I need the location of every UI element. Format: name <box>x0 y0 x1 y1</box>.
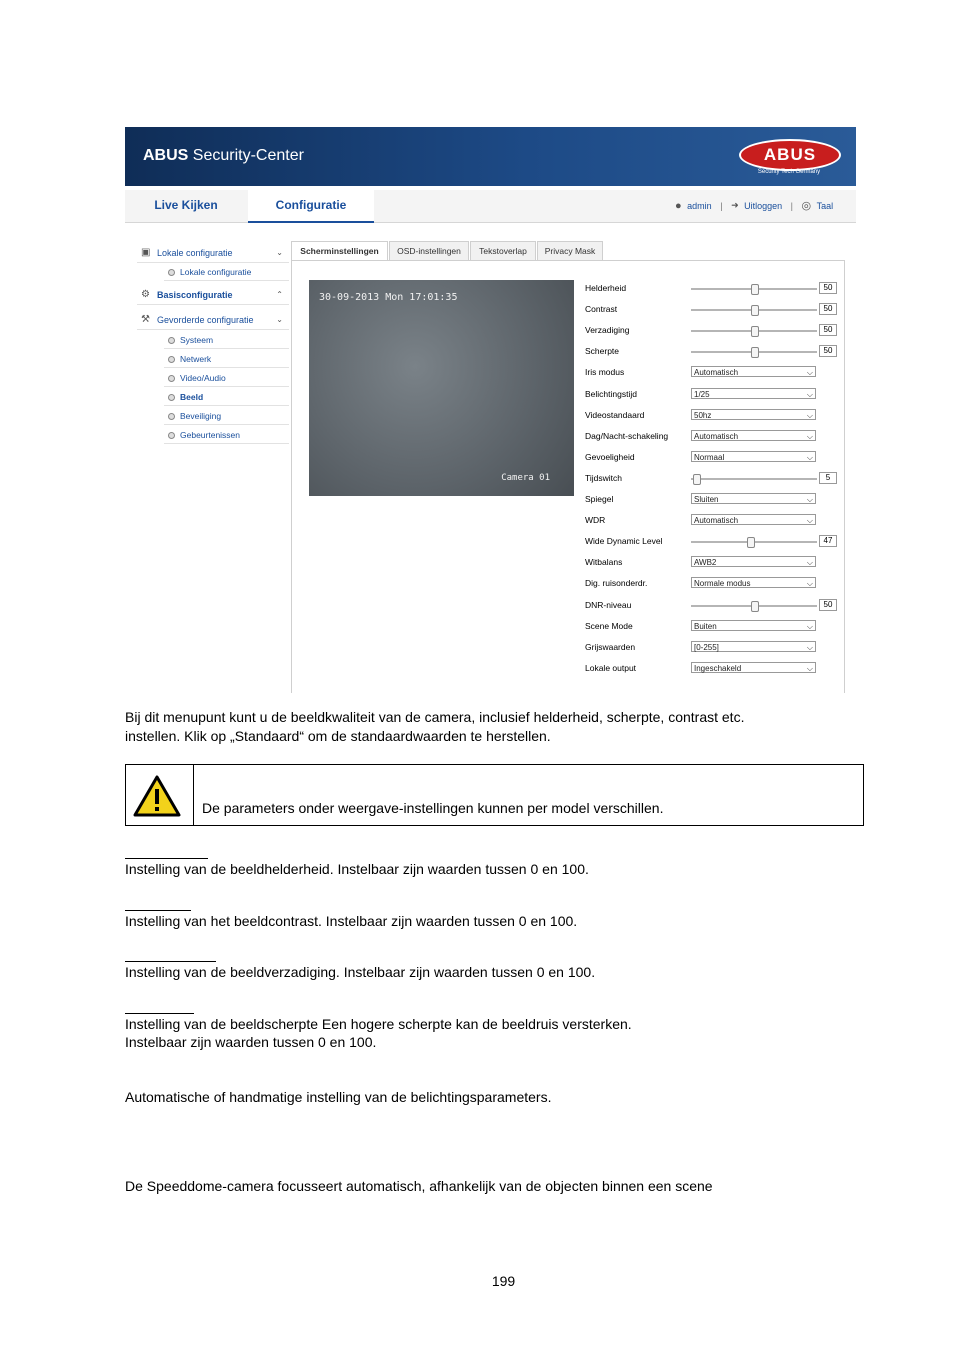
select-scene-mode[interactable] <box>691 620 816 631</box>
chevron-down-icon: ⌵ <box>806 664 813 673</box>
username[interactable]: admin <box>687 200 712 211</box>
sharpness-description-2: Instelbaar zijn waarden tussen 0 en 100. <box>125 1034 377 1050</box>
value-field-contrast[interactable]: 50 <box>819 303 837 315</box>
select-iris-modus[interactable] <box>691 366 816 377</box>
monitor-icon: ▣ <box>141 247 151 258</box>
sidebar-item-label: Gebeurtenissen <box>180 430 241 440</box>
select-value: Ingeschakeld <box>694 664 742 673</box>
contrast-description: Instelling van het beeldcontrast. Instelbaar zijn waarden tussen 0 en 100. <box>125 913 578 929</box>
sidebar-item-lokale-configuratie[interactable] <box>164 263 289 281</box>
logout-icon: ➜ <box>731 200 739 210</box>
tab-configuratie[interactable]: Configuratie <box>248 190 374 223</box>
chevron-down-icon: ⌵ <box>806 643 813 652</box>
separator: | <box>790 200 794 211</box>
tab-scherminstellingen[interactable]: Scherminstellingen <box>291 241 388 261</box>
setting-label-gevoeligheid: Gevoeligheid <box>585 452 635 462</box>
setting-label-belichtingstijd: Belichtingstijd <box>585 389 637 399</box>
app-title: ABUS Security-Center <box>143 147 304 164</box>
value-field-verzadiging[interactable]: 50 <box>819 324 837 336</box>
sidebar-item-label: Video/Audio <box>180 373 226 383</box>
heading-underline <box>125 858 208 859</box>
sidebar-section-basic[interactable] <box>137 285 289 305</box>
abus-logo <box>739 139 839 175</box>
select-spiegel[interactable] <box>691 493 816 504</box>
setting-label-grijswaarden: Grijswaarden <box>585 642 636 652</box>
bullet-icon <box>168 337 175 344</box>
sidebar-item-label: Beeld <box>180 392 204 402</box>
globe-icon: ◎ <box>801 200 812 212</box>
bullet-icon <box>168 394 175 401</box>
video-preview <box>309 280 574 496</box>
bullet-icon <box>168 269 175 276</box>
sidebar-item-label: Netwerk <box>180 354 212 364</box>
select-witbalans[interactable] <box>691 556 816 567</box>
bullet-icon <box>168 432 175 439</box>
setting-label-wide-dynamic-level: Wide Dynamic Level <box>585 536 663 546</box>
chevron-down-icon: ⌄ <box>276 248 283 257</box>
setting-label-iris-modus: Iris modus <box>585 367 625 377</box>
navbar <box>125 190 856 223</box>
heading-underline <box>125 910 191 911</box>
slider-tijdswitch[interactable] <box>691 478 817 480</box>
separator: | <box>720 200 723 211</box>
select-grijswaarden[interactable] <box>691 641 816 652</box>
value-field-helderheid[interactable]: 50 <box>819 282 837 294</box>
setting-label-videostandaard: Videostandaard <box>585 410 645 420</box>
page-number: 199 <box>491 1273 516 1289</box>
setting-label-witbalans: Witbalans <box>585 557 623 567</box>
select-lokale-output[interactable] <box>691 662 816 673</box>
language-link[interactable]: Taal <box>816 200 834 211</box>
chevron-down-icon: ⌵ <box>806 516 813 525</box>
tab-tekstoverlap[interactable]: Tekstoverlap <box>470 241 536 261</box>
warning-text: De parameters onder weergave-instellingen kunnen per model verschillen. <box>202 800 664 816</box>
user-area <box>675 199 833 212</box>
select-value: Normaal <box>694 453 725 462</box>
bullet-icon <box>168 413 175 420</box>
chevron-down-icon: ⌄ <box>276 315 283 324</box>
value-field-dnr-niveau[interactable]: 50 <box>819 599 837 611</box>
chevron-down-icon: ⌵ <box>806 411 813 420</box>
tab-osd-instellingen[interactable]: OSD-instellingen <box>389 241 469 261</box>
sidebar-item-beveiliging[interactable] <box>164 407 289 425</box>
slider-handle-wide-dynamic-level[interactable] <box>747 537 755 548</box>
chevron-down-icon: ⌵ <box>806 622 813 631</box>
slider-handle-tijdswitch[interactable] <box>693 474 701 485</box>
logout-link[interactable]: Uitloggen <box>744 200 783 211</box>
select-dig-ruisonderdr[interactable] <box>691 577 816 588</box>
chevron-down-icon: ⌵ <box>806 453 813 462</box>
saturation-description: Instelling van de beeldverzadiging. Instelbaar zijn waarden tussen 0 en 100. <box>125 964 596 980</box>
value-field-scherpte[interactable]: 50 <box>819 345 837 357</box>
bullet-icon <box>168 375 175 382</box>
chevron-down-icon: ⌵ <box>806 390 813 399</box>
slider-handle-scherpte[interactable] <box>751 347 759 358</box>
setting-label-helderheid: Helderheid <box>585 283 627 293</box>
select-value: [0-255] <box>694 643 719 652</box>
sidebar-section-label: Basisconfiguratie <box>157 290 233 300</box>
setting-label-tijdswitch: Tijdswitch <box>585 473 622 483</box>
sidebar-item-label: Lokale configuratie <box>180 267 252 277</box>
exposure-description: Automatische of handmatige instelling van de belichtingsparameters. <box>125 1089 552 1105</box>
chevron-down-icon: ⌵ <box>806 579 813 588</box>
setting-label-dig-ruisonderdr: Dig. ruisonderdr. <box>585 578 648 588</box>
value-field-wide-dynamic-level[interactable]: 47 <box>819 535 837 547</box>
sidebar-item-beeld[interactable] <box>164 388 289 406</box>
setting-label-scene-mode: Scene Mode <box>585 621 633 631</box>
sidebar-item-label: Systeem <box>180 335 214 345</box>
select-value: Buiten <box>694 622 717 631</box>
warning-icon-cell <box>126 765 194 825</box>
sidebar-section-label: Gevorderde configuratie <box>157 315 254 325</box>
select-videostandaard[interactable] <box>691 409 816 420</box>
sidebar-section-label: Lokale configuratie <box>157 248 233 258</box>
slider-handle-contrast[interactable] <box>751 305 759 316</box>
warning-icon <box>133 774 181 818</box>
intro-line-2: instellen. Klik op „Standaard“ om de standaardwaarden te herstellen. <box>125 728 551 744</box>
sidebar-item-label: Beveiliging <box>180 411 222 421</box>
select-value: Automatisch <box>694 368 739 377</box>
bullet-icon <box>168 356 175 363</box>
user-icon: ● <box>675 199 682 212</box>
gear-icon: ⚙ <box>141 289 150 300</box>
setting-label-wdr: WDR <box>585 515 606 525</box>
slider-handle-verzadiging[interactable] <box>751 326 759 337</box>
slider-handle-helderheid[interactable] <box>751 284 759 295</box>
heading-underline <box>125 1013 194 1014</box>
setting-label-dnr-niveau: DNR-niveau <box>585 600 632 610</box>
heading-underline <box>125 961 216 962</box>
select-wdr[interactable] <box>691 514 816 525</box>
tab-live-kijken[interactable]: Live Kijken <box>154 198 218 212</box>
warning-box <box>125 764 864 826</box>
sidebar-item-gebeurtenissen[interactable] <box>164 426 289 444</box>
osd-date: 30-09-2013 Mon 17:01:35 <box>319 292 458 303</box>
select-value: Normale modus <box>694 579 751 588</box>
chevron-down-icon: ⌵ <box>806 495 813 504</box>
app-header <box>125 127 856 186</box>
sidebar-section-local[interactable] <box>137 243 289 263</box>
brightness-description: Instelling van de beeldhelderheid. Instelbaar zijn waarden tussen 0 en 100. <box>125 861 589 877</box>
chevron-up-icon: ⌃ <box>276 290 283 299</box>
sidebar-item-video-audio[interactable] <box>164 369 289 387</box>
sidebar-item-netwerk[interactable] <box>164 350 289 368</box>
logo-subtitle: Security Tech Germany <box>757 169 821 175</box>
chevron-down-icon: ⌵ <box>806 368 813 377</box>
select-value: 1/25 <box>694 390 710 399</box>
setting-label-spiegel: Spiegel <box>585 494 614 504</box>
select-value: Sluiten <box>694 495 719 504</box>
osd-camera-name: Camera 01 <box>501 473 550 483</box>
sidebar-item-systeem[interactable] <box>164 331 289 349</box>
select-belichtingstijd[interactable] <box>691 388 816 399</box>
wrench-icon: ⚒ <box>141 314 150 325</box>
app-screenshot <box>125 127 856 692</box>
chevron-down-icon: ⌵ <box>806 432 813 441</box>
select-value: Automatisch <box>694 516 739 525</box>
setting-label-dag-nacht-schakeling: Dag/Nacht-schakeling <box>585 431 669 441</box>
setting-label-lokale-output: Lokale output <box>585 663 637 673</box>
select-gevoeligheid[interactable] <box>691 451 816 462</box>
setting-label-contrast: Contrast <box>585 304 618 314</box>
select-value: Automatisch <box>694 432 739 441</box>
focus-description: De Speeddome-camera focusseert automatisch, afhankelijk van de objecten binnen een scene <box>125 1178 713 1194</box>
sidebar-section-advanced[interactable] <box>137 310 289 330</box>
intro-line-1: Bij dit menupunt kunt u de beeldkwaliteit van de camera, inclusief helderheid, scherpte, contrast etc. <box>125 709 745 725</box>
select-value: 50hz <box>694 411 712 420</box>
slider-handle-dnr-niveau[interactable] <box>751 601 759 612</box>
select-dag-nacht-schakeling[interactable] <box>691 430 816 441</box>
value-field-tijdswitch[interactable]: 5 <box>819 472 837 484</box>
select-value: AWB2 <box>694 558 717 567</box>
setting-label-scherpte: Scherpte <box>585 346 620 356</box>
setting-label-verzadiging: Verzadiging <box>585 325 630 335</box>
chevron-down-icon: ⌵ <box>806 558 813 567</box>
logo-text: ABUS <box>739 139 841 171</box>
sharpness-description-1: Instelling van de beeldscherpte Een hogere scherpte kan de beeldruis versterken. <box>125 1016 632 1032</box>
tab-privacy-mask[interactable]: Privacy Mask <box>537 241 603 261</box>
